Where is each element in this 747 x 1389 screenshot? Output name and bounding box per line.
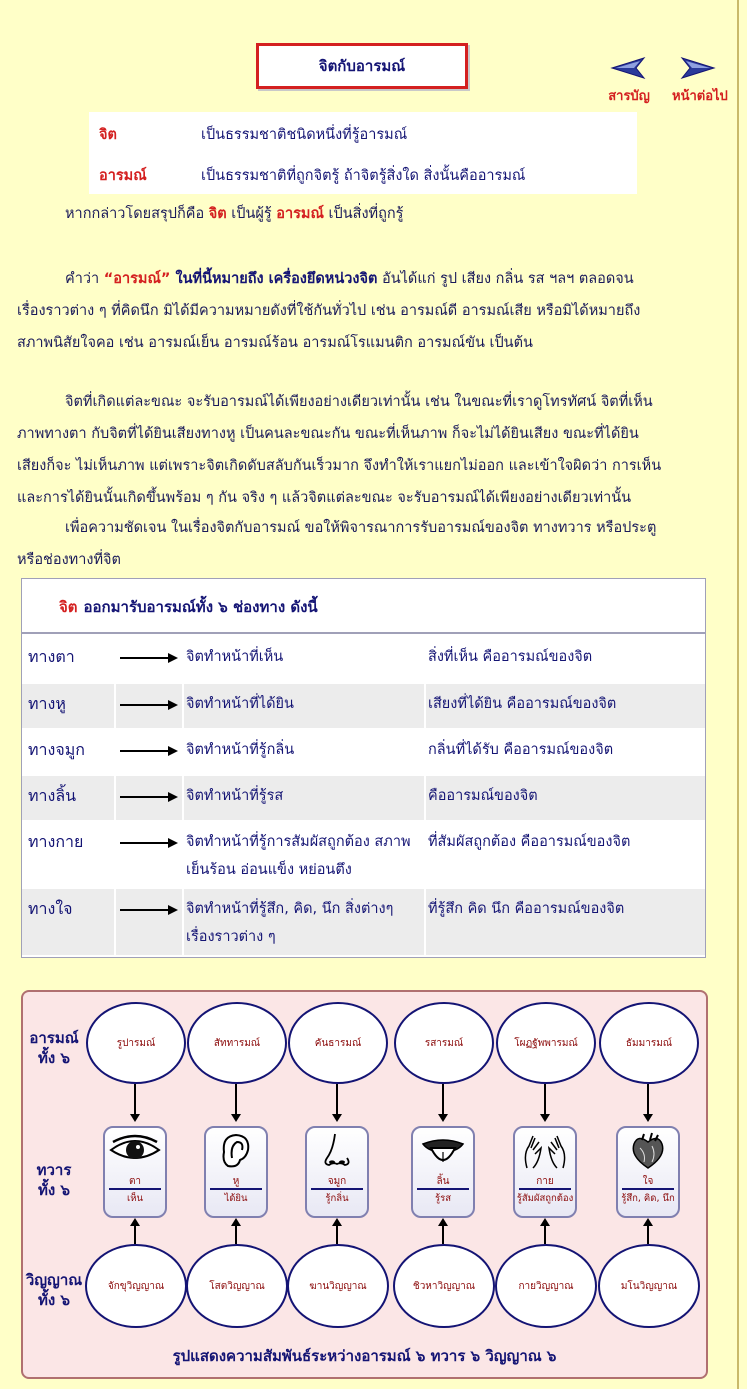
table-row (22, 684, 705, 728)
up-arrow-icon (643, 1218, 653, 1226)
door-object: คืออารมณ์ของจิต (428, 788, 538, 804)
cell-divider (114, 776, 116, 820)
cell-divider (114, 822, 116, 887)
right-arrow-icon (120, 700, 178, 710)
door-label: ตา (128, 1176, 142, 1187)
down-arrow-icon (643, 1114, 653, 1122)
consciousness-ellipse (186, 1244, 288, 1328)
cell-divider (114, 889, 116, 955)
door-function: จิตทำหน้าที่รู้รส (186, 788, 284, 804)
connector-line (544, 1084, 546, 1114)
definition-row (89, 119, 637, 149)
row-label-consciousness (23, 1270, 85, 1310)
cell-divider (182, 889, 184, 955)
paragraph-line: เสียงก็จะ ไม่เห็นภาพ แต่เพราะจิตเกิดดับสลับกันเร็วมาก จึงทำให้เราแยกไม่ออก และเข้าใจผิดว่า การเห็น (17, 458, 662, 474)
right-arrow-icon (120, 746, 178, 756)
object-label: คันธารมณ์ (314, 1037, 362, 1049)
door-function-label: ได้ยิน (224, 1193, 248, 1204)
consciousness-label: กายวิญญาณ (518, 1280, 574, 1292)
connector-line (442, 1226, 444, 1244)
door-label: ใจ (642, 1176, 654, 1187)
heart-icon (622, 1132, 674, 1170)
table-row (22, 822, 705, 887)
object-ellipse (394, 1002, 494, 1084)
connector-line (647, 1084, 649, 1114)
door-function-label: เห็น (126, 1193, 143, 1204)
nose-icon (311, 1132, 363, 1170)
divider (622, 1188, 674, 1190)
toc-link[interactable]: สารบัญ (608, 89, 650, 104)
door-card (411, 1126, 475, 1218)
right-arrow-icon (120, 653, 178, 663)
object-ellipse (288, 1002, 388, 1084)
consciousness-label: จักขุวิญญาณ (107, 1280, 165, 1292)
door-function-label: รู้สึก, คิด, นึก (621, 1193, 675, 1204)
table-row (22, 776, 705, 820)
ear-icon (210, 1132, 262, 1170)
divider (311, 1188, 363, 1190)
connector-line (544, 1226, 546, 1244)
connector-line (336, 1084, 338, 1114)
paragraph-line (17, 263, 717, 295)
next-arrow-icon[interactable] (678, 56, 716, 80)
door-card (513, 1126, 577, 1218)
paragraph-line: เรื่องราวต่าง ๆ ที่คิดนึก มิได้มีความหมายดังที่ใช้กันทั่วไป เช่น อารมณ์ดี อารมณ์เสีย หรือมิได้หมายถึง (17, 303, 641, 319)
down-arrow-icon (540, 1114, 550, 1122)
up-arrow-icon (130, 1218, 140, 1226)
object-ellipse (86, 1002, 186, 1084)
door-name: ทางใจ (28, 899, 73, 918)
object-label: โผฏฐัพพารมณ์ (514, 1037, 578, 1049)
paragraph-line: จิตที่เกิดแต่ละขณะ จะรับอารมณ์ได้เพียงอย่างเดียวเท่านั้น เช่น ในขณะที่เราดูโทรทัศน์ จิตที่เห็น (65, 394, 653, 410)
back-arrow-icon[interactable] (610, 56, 648, 80)
heading-text: ออกมารับอารมณ์ทั้ง ๖ ช่องทาง ดังนี้ (83, 597, 318, 616)
definition-term: อารมณ์ (99, 167, 147, 184)
divider (519, 1188, 571, 1190)
cell-divider (114, 730, 116, 774)
cell-divider (182, 637, 184, 682)
consciousness-label: ฆานวิญญาณ (309, 1280, 367, 1292)
cell-divider (114, 637, 116, 682)
six-doors-table (21, 578, 706, 958)
definition-row (89, 160, 637, 190)
consciousness-ellipse (85, 1244, 187, 1328)
heading-term: จิต (59, 597, 78, 616)
summary-text: เป็นผู้รู้ (226, 206, 277, 222)
table-heading (22, 579, 705, 634)
door-function-label: รู้รส (434, 1193, 451, 1204)
door-name: ทางลิ้น (28, 786, 77, 805)
object-ellipse (496, 1002, 596, 1084)
paragraph-definition (17, 263, 717, 359)
para-term: “อารมณ์” (103, 271, 171, 287)
consciousness-label: ชิวหาวิญญาณ (412, 1280, 476, 1292)
definition-table (89, 112, 637, 194)
door-name: ทางจมูก (28, 740, 85, 759)
definition-term: จิต (99, 126, 117, 143)
object-label: รูปารมณ์ (116, 1037, 156, 1049)
connector-line (336, 1226, 338, 1244)
summary-term-mind: จิต (208, 206, 227, 222)
object-label: สัททารมณ์ (213, 1037, 261, 1049)
consciousness-ellipse (393, 1244, 495, 1328)
label-line: ทั้ง ๖ (38, 1291, 70, 1309)
table-row (22, 889, 705, 955)
door-card (616, 1126, 680, 1218)
para-text: อันได้แก่ รูป เสียง กลิ่น รส ฯลฯ ตลอดจน (377, 271, 634, 287)
summary-term-object: อารมณ์ (276, 206, 324, 222)
object-ellipse (599, 1002, 699, 1084)
cell-divider (182, 776, 184, 820)
connector-line (134, 1226, 136, 1244)
door-function: จิตทำหน้าที่รู้กลิ่น (186, 742, 295, 758)
door-object: เสียงที่ได้ยิน คืออารมณ์ของจิต (428, 696, 617, 712)
up-arrow-icon (231, 1218, 241, 1226)
next-nav[interactable] (672, 56, 728, 106)
door-function-label: รู้กลิ่น (325, 1193, 349, 1204)
up-arrow-icon (332, 1218, 342, 1226)
door-function: จิตทำหน้าที่รู้การสัมผัสถูกต้อง สภาพเย็นร้อน อ่อนแข็ง หย่อนตึง (186, 834, 411, 878)
label-line: อารมณ์ (29, 1029, 79, 1047)
paragraph-clarify (17, 512, 717, 576)
consciousness-label: มโนวิญญาณ (620, 1280, 678, 1292)
cell-divider (424, 637, 426, 682)
cell-divider (424, 822, 426, 887)
definition-desc: เป็นธรรมชาติที่ถูกจิตรู้ ถ้าจิตรู้สิ่งใด สิ่งนั้นคืออารมณ์ (201, 167, 526, 184)
divider (210, 1188, 262, 1190)
paragraph-line: หรือช่องทางที่จิต (17, 552, 121, 568)
cell-divider (114, 684, 116, 728)
up-arrow-icon (540, 1218, 550, 1226)
connector-line (442, 1084, 444, 1114)
door-card (103, 1126, 167, 1218)
page-title: จิตกับอารมณ์ (256, 43, 468, 89)
door-object: ที่รู้สึก คิด นึก คืออารมณ์ของจิต (428, 901, 625, 917)
row-label-doors (23, 1160, 85, 1200)
table-row (22, 730, 705, 774)
object-label: ธัมมารมณ์ (625, 1037, 673, 1049)
para-bold: ในที่นี้หมายถึง เครื่องยึดหน่วงจิต (170, 271, 378, 287)
door-card (204, 1126, 268, 1218)
summary-text: หากกล่าวโดยสรุปก็คือ (65, 206, 209, 222)
door-name: ทางตา (28, 647, 75, 666)
object-ellipse (187, 1002, 287, 1084)
door-object: ที่สัมผัสถูกต้อง คืออารมณ์ของจิต (428, 834, 631, 850)
right-arrow-icon (120, 838, 178, 848)
paragraph-line: ภาพทางตา กับจิตที่ได้ยินเสียงทางหู เป็นคนละขณะกัน ขณะที่เห็นภาพ ก็จะไม่ได้ยินเสียง ขณะที่ได้ยิน (17, 426, 639, 442)
door-function: จิตทำหน้าที่ได้ยิน (186, 696, 294, 712)
relationship-diagram (21, 990, 708, 1379)
right-arrow-icon (120, 905, 178, 915)
door-function-label: รู้สัมผัสถูกต้อง (516, 1193, 574, 1204)
tongue-icon (417, 1132, 469, 1170)
label-line: ทั้ง ๖ (38, 1049, 70, 1067)
consciousness-ellipse (495, 1244, 597, 1328)
right-arrow-icon (120, 792, 178, 802)
label-line: ทั้ง ๖ (38, 1181, 70, 1199)
eye-icon (109, 1132, 161, 1170)
summary-text: เป็นสิ่งที่ถูกรู้ (323, 206, 404, 222)
down-arrow-icon (438, 1114, 448, 1122)
table-row (22, 637, 705, 682)
cell-divider (424, 730, 426, 774)
connector-line (235, 1084, 237, 1114)
cell-divider (424, 776, 426, 820)
door-function: จิตทำหน้าที่เห็น (186, 649, 284, 665)
object-label: รสารมณ์ (424, 1037, 464, 1049)
para-text: คำว่า (65, 271, 104, 287)
consciousness-ellipse (287, 1244, 389, 1328)
door-object: สิ่งที่เห็น คืออารมณ์ของจิต (428, 649, 593, 665)
hands-icon (519, 1132, 571, 1170)
door-label: จมูก (327, 1176, 347, 1187)
connector-line (235, 1226, 237, 1244)
toc-nav[interactable] (604, 56, 654, 106)
cell-divider (182, 730, 184, 774)
connector-line (134, 1084, 136, 1114)
divider (417, 1188, 469, 1190)
up-arrow-icon (438, 1218, 448, 1226)
door-name: ทางกาย (28, 832, 84, 851)
paragraph-moment (17, 386, 717, 514)
cell-divider (182, 684, 184, 728)
divider (109, 1188, 161, 1190)
diagram-caption: รูปแสดงความสัมพันธ์ระหว่างอารมณ์ ๖ ทวาร ๖ วิญญาณ ๖ (172, 1347, 557, 1365)
door-card (305, 1126, 369, 1218)
down-arrow-icon (231, 1114, 241, 1122)
door-label: ลิ้น (436, 1176, 450, 1187)
summary-line (65, 202, 403, 225)
door-label: หู (232, 1176, 240, 1187)
next-page-link[interactable]: หน้าต่อไป (672, 89, 728, 104)
cell-divider (424, 684, 426, 728)
label-line: วิญญาณ (25, 1271, 83, 1289)
door-function: จิตทำหน้าที่รู้สึก, คิด, นึก สิ่งต่างๆ เรื่องราวต่าง ๆ (186, 901, 394, 945)
paragraph-line: และการได้ยินนั้นเกิดขึ้นพร้อม ๆ กัน จริง ๆ แล้วจิตแต่ละขณะ จะรับอารมณ์ได้เพียงอย่างเดียวเท่านั้น (17, 490, 632, 506)
label-line: ทวาร (36, 1161, 72, 1179)
down-arrow-icon (130, 1114, 140, 1122)
door-object: กลิ่นที่ได้รับ คืออารมณ์ของจิต (428, 742, 614, 758)
cell-divider (424, 889, 426, 955)
consciousness-label: โสตวิญญาณ (209, 1280, 265, 1292)
paragraph-line: สภาพนิสัยใจคอ เช่น อารมณ์เย็น อารมณ์ร้อน อารมณ์โรแมนติก อารมณ์ขัน เป็นต้น (17, 335, 533, 351)
paragraph-line: เพื่อความชัดเจน ในเรื่องจิตกับอารมณ์ ขอให้พิจารณาการรับอารมณ์ของจิต ทางทวาร หรือประตู (65, 520, 657, 536)
definition-desc: เป็นธรรมชาติชนิดหนึ่งที่รู้อารมณ์ (201, 126, 408, 143)
down-arrow-icon (332, 1114, 342, 1122)
row-label-objects (23, 1028, 85, 1068)
connector-line (647, 1226, 649, 1244)
door-label: กาย (536, 1176, 554, 1187)
consciousness-ellipse (598, 1244, 700, 1328)
cell-divider (182, 822, 184, 887)
door-name: ทางหู (28, 694, 66, 713)
